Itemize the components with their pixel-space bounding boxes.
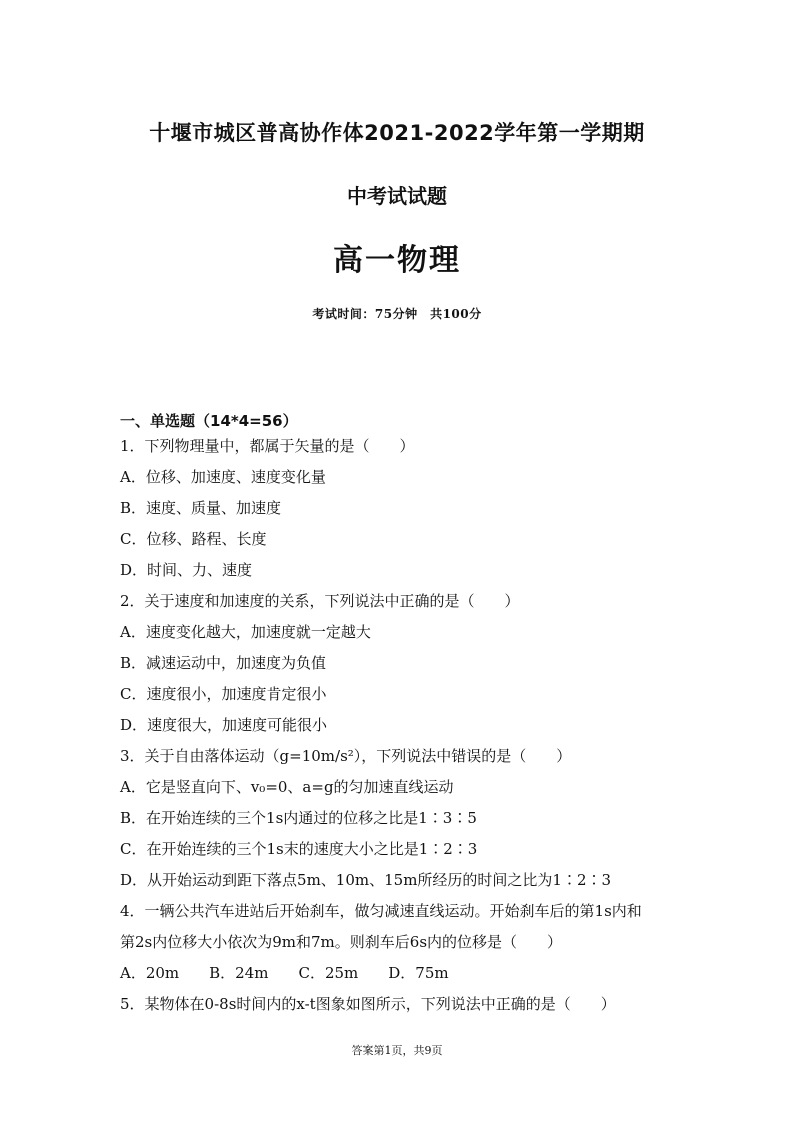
option-line: A．速度变化越大，加速度就一定越大 xyxy=(120,623,371,641)
question-line: 2．关于速度和加速度的关系，下列说法中正确的是（ ） xyxy=(120,592,520,610)
page-footer: 答案第1页，共9页 xyxy=(351,1044,443,1057)
option-line: D．速度很大，加速度可能很小 xyxy=(120,716,328,734)
option-line: D．从开始运动到距下落点5m、10m、15m所经历的时间之比为1∶2∶3 xyxy=(120,871,612,889)
option-line: A．它是竖直向下、v₀=0、a=g的匀加速直线运动 xyxy=(120,778,454,796)
question-line: 5．某物体在0-8s时间内的x-t图象如图所示，下列说法中正确的是（ ） xyxy=(120,995,616,1013)
question-list xyxy=(120,432,720,1021)
question-line: 第2s内位移大小依次为9m和7m。则刹车后6s内的位移是（ ） xyxy=(120,933,563,951)
option-line: D．时间、力、速度 xyxy=(120,561,253,579)
paper-title-line2: 中考试试题 xyxy=(347,184,447,208)
section-heading: 一、单选题（14*4=56） xyxy=(120,412,298,430)
option-line: A．20m B．24m C．25m D．75m xyxy=(120,964,449,982)
option-line: C．速度很小，加速度肯定很小 xyxy=(120,685,327,703)
question-line: 1．下列物理量中，都属于矢量的是（ ） xyxy=(120,437,415,455)
option-line: B．在开始连续的三个1s内通过的位移之比是1∶3∶5 xyxy=(120,809,477,827)
option-line: B．减速运动中，加速度为负值 xyxy=(120,654,327,672)
exam-info: 考试时间：75分钟 共100分 xyxy=(312,307,482,321)
option-line: C．位移、路程、长度 xyxy=(120,530,267,548)
question-line: 3．关于自由落体运动（g=10m/s²），下列说法中错误的是（ ） xyxy=(120,747,572,765)
option-line: B．速度、质量、加速度 xyxy=(120,499,282,517)
subject-title: 高一物理 xyxy=(333,243,461,278)
option-line: A．位移、加速度、速度变化量 xyxy=(120,468,326,486)
paper-title-line1: 十堰市城区普高协作体2021-2022学年第一学期期 xyxy=(149,121,645,145)
option-line: C．在开始连续的三个1s末的速度大小之比是1∶2∶3 xyxy=(120,840,478,858)
question-line: 4．一辆公共汽车进站后开始刹车，做匀减速直线运动。开始刹车后的第1s内和 xyxy=(120,902,642,920)
